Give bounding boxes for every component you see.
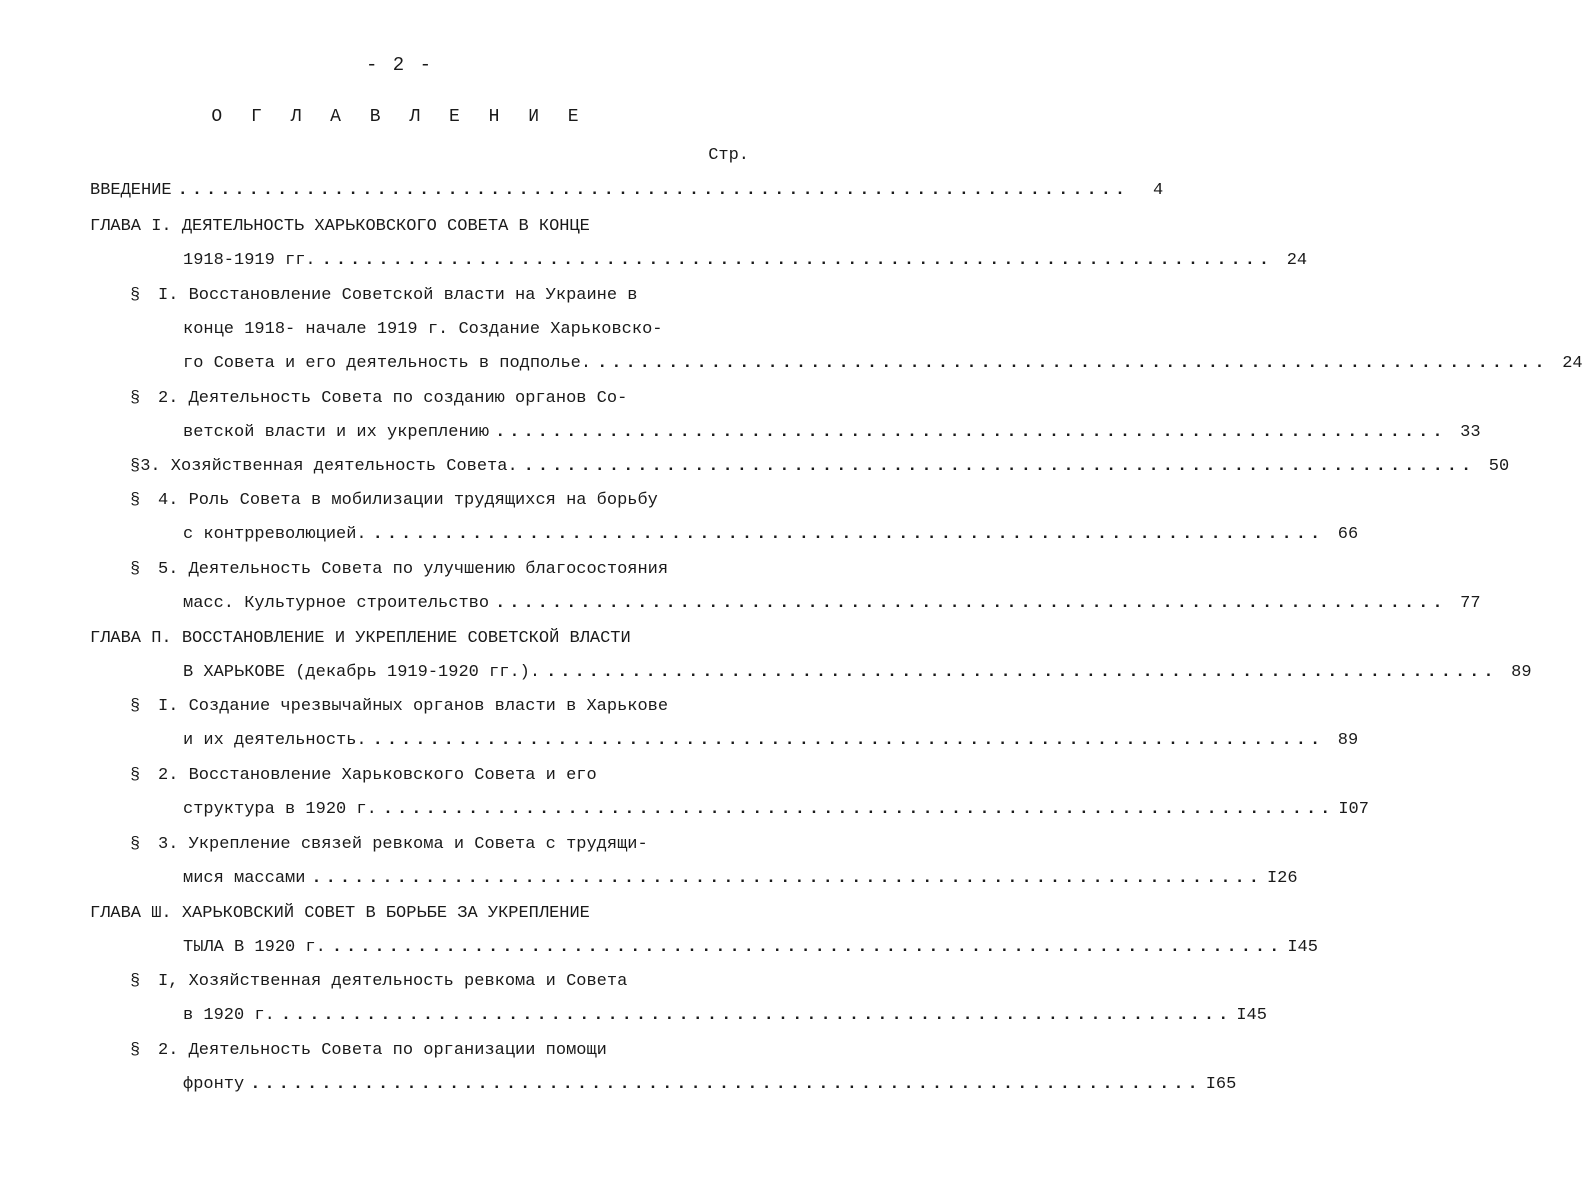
toc-entry-text: ГЛАВА П. ВОССТАНОВЛЕНИЕ И УКРЕПЛЕНИЕ СОВЕТСКОЙ ВЛАСТИ — [90, 629, 631, 648]
section-sign: § — [130, 389, 141, 408]
toc-entry-text: 3. Укрепление связей ревкома и Совета с трудящи- — [158, 835, 648, 854]
section-sign: § — [130, 286, 141, 305]
toc-entry-continuation — [183, 320, 749, 346]
toc-entry-text: го Совета и его деятельность в подполье. — [183, 354, 592, 373]
section-sign: § — [130, 972, 141, 991]
section-sign: § — [130, 491, 141, 510]
toc-entry-chapter-3 — [183, 938, 1318, 964]
toc-entry-section-1-4 — [183, 525, 1359, 551]
toc-entry-text: 1918-1919 гг. — [183, 251, 316, 270]
toc-section-heading — [130, 286, 749, 312]
toc-entry-text: в 1920 г. — [183, 1006, 275, 1025]
toc-entry-text: 4. Роль Совета в мобилизации трудящихся на борьбу — [158, 491, 658, 510]
toc-section-heading — [130, 835, 749, 861]
section-sign: § — [130, 457, 141, 476]
toc-entry-section-2-2 — [183, 800, 1369, 826]
toc-entry-section-3-1 — [183, 1006, 1267, 1032]
toc-entry-section-1-3 — [130, 457, 1510, 483]
section-sign: § — [130, 766, 141, 785]
toc-entry-text: I. Создание чрезвычайных органов власти в Харькове — [158, 697, 669, 716]
toc-page-number: 66 — [1337, 525, 1359, 544]
dot-leader: ................................................................... — [331, 938, 1284, 957]
dot-leader: ................................................................... — [495, 594, 1447, 613]
toc-chapter-heading — [90, 217, 749, 243]
toc-section-heading — [130, 766, 749, 792]
toc-entry-text: ветской власти и их укреплению — [183, 423, 490, 442]
toc-section-heading — [130, 697, 749, 723]
toc-entry-text: и их деятельность. — [183, 731, 367, 750]
dot-leader: ................................................................... — [597, 354, 1549, 373]
section-sign: § — [130, 560, 141, 579]
toc-page-number: I45 — [1236, 1006, 1267, 1025]
toc-entry-text: конце 1918- начале 1919 г. Создание Харьковско- — [183, 320, 663, 339]
toc-entry-section-2-3 — [183, 869, 1298, 895]
section-sign: § — [130, 1041, 141, 1060]
toc-page-number: 24 — [1286, 251, 1308, 270]
toc-title: О Г Л А В Л Е Н И Е — [211, 107, 588, 127]
toc-entry-text: ВВЕДЕНИЕ — [90, 181, 172, 200]
toc-page-number: 24 — [1562, 354, 1583, 373]
toc-entry-section-1-5 — [183, 594, 1481, 620]
toc-page-number: I65 — [1205, 1075, 1237, 1094]
toc-page-number: 89 — [1511, 663, 1532, 682]
page-number: - 2 - — [365, 54, 433, 76]
toc-page-number: 50 — [1488, 457, 1510, 476]
toc-entry-text: 2. Деятельность Совета по организации помощи — [158, 1041, 607, 1060]
toc-page-number: I45 — [1287, 938, 1318, 957]
dot-leader: ................................................................... — [280, 1006, 1233, 1025]
toc-entry-text: I, Хозяйственная деятельность ревкома и Совета — [158, 972, 628, 991]
dot-leader: ................................................................... — [372, 731, 1325, 750]
toc-page-number: I26 — [1266, 869, 1298, 888]
toc-section-heading — [130, 389, 749, 415]
toc-entry-section-1-2 — [183, 423, 1481, 449]
toc-page-number: 89 — [1337, 731, 1359, 750]
dot-leader: ................................................................... — [382, 800, 1335, 819]
toc-entry-text: 5. Деятельность Совета по улучшению благосостояния — [158, 560, 669, 579]
toc-section-heading — [130, 491, 749, 517]
toc-entry-text: структура в 1920 г. — [183, 800, 377, 819]
toc-entry-text: мися массами — [183, 869, 306, 888]
dot-leader: ................................................................... — [372, 525, 1325, 544]
toc-entry-section-3-2 — [183, 1075, 1237, 1101]
section-sign: § — [130, 697, 141, 716]
toc-entry-section-1-1 — [183, 354, 1583, 380]
dot-leader: ................................................................... — [523, 457, 1476, 476]
page-column-header: Стр. — [708, 146, 749, 165]
toc-page-number: I07 — [1338, 800, 1369, 819]
dot-leader: ................................................................... — [321, 251, 1274, 270]
toc-page-number: 4 — [1152, 181, 1164, 200]
toc-section-heading — [130, 972, 749, 998]
toc-entry-text: ГЛАВА I. ДЕЯТЕЛЬНОСТЬ ХАРЬКОВСКОГО СОВЕТА В КОНЦЕ — [90, 217, 590, 236]
dot-leader: ................................................................... — [250, 1075, 1202, 1094]
dot-leader: ................................................................... — [177, 181, 1130, 200]
toc-entry-text: В ХАРЬКОВЕ (декабрь 1919-1920 гг.). — [183, 663, 541, 682]
dot-leader: ................................................................... — [311, 869, 1263, 888]
toc-chapter-heading — [90, 629, 749, 655]
toc-entry-text: фронту — [183, 1075, 245, 1094]
toc-entry-intro — [90, 181, 1164, 207]
toc-entry-chapter-1 — [183, 251, 1308, 277]
toc-entry-text: масс. Культурное строительство — [183, 594, 490, 613]
dot-leader: ................................................................... — [546, 663, 1498, 682]
toc-entry-text: 3. Хозяйственная деятельность Совета. — [140, 457, 518, 476]
toc-page-number: 77 — [1460, 594, 1481, 613]
toc-section-heading — [130, 560, 749, 586]
toc-section-heading — [130, 1041, 749, 1067]
section-sign: § — [130, 835, 141, 854]
toc-page-number: 33 — [1460, 423, 1481, 442]
toc-entry-text: 2. Восстановление Харьковского Совета и его — [158, 766, 597, 785]
dot-leader: ................................................................... — [495, 423, 1447, 442]
toc-entry-chapter-2 — [183, 663, 1532, 689]
toc-entry-text: 2. Деятельность Совета по созданию органов Со- — [158, 389, 628, 408]
toc-entry-text: с контрреволюцией. — [183, 525, 367, 544]
toc-entry-section-2-1 — [183, 731, 1359, 757]
toc-entry-text: ГЛАВА Ш. ХАРЬКОВСКИЙ СОВЕТ В БОРЬБЕ ЗА УКРЕПЛЕНИЕ — [90, 904, 590, 923]
toc-entry-text: I. Восстановление Советской власти на Украине в — [158, 286, 638, 305]
toc-chapter-heading — [90, 904, 749, 930]
toc-entry-text: ТЫЛА В 1920 г. — [183, 938, 326, 957]
